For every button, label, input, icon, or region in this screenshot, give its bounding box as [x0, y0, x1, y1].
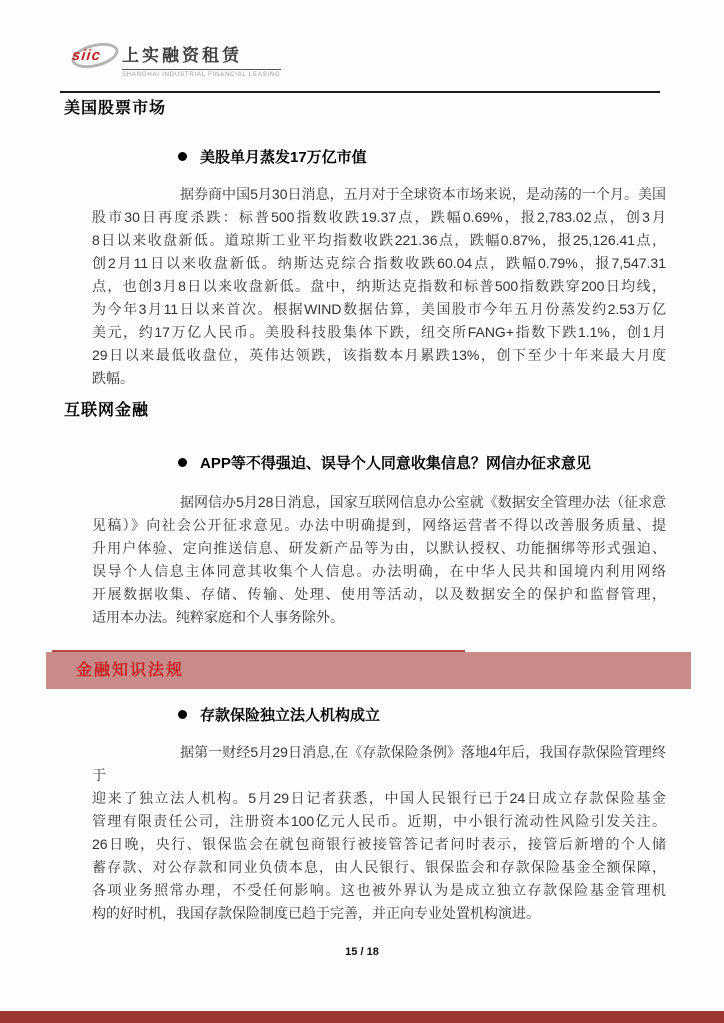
paragraph-line: 见稿）》向社会公开征求意见。办法中明确提到，网络运营者不得以改善服务质量、提: [92, 517, 666, 533]
paragraph-line: 美元，约17万亿人民币。美股科技股集体下跌，纽交所FANG+指数下跌1.1%，创1月: [92, 324, 666, 340]
news-paragraph-internet-finance: [92, 491, 666, 629]
paragraph-line: 各项业务照常办理，不受任何影响。这也被外界认为是成立独立存款保险基金管理机: [92, 882, 666, 898]
bullet-dot-icon: [178, 152, 187, 161]
bullet-dot-icon: [178, 458, 187, 467]
paragraph-line: 为今年3月11日以来首次。根据WIND数据估算，美国股市今年五月份蒸发约2.53万亿: [92, 301, 666, 317]
paragraph-line: 点，也创3月8日以来收盘新低。盘中，纳斯达克指数和标普500指数跌穿200日均线，: [92, 278, 666, 294]
paragraph-line: 迎来了独立法人机构。5月29日记者获悉，中国人民银行已于24日成立存款保险基金: [92, 790, 666, 806]
paragraph-line: 误导个人信息主体同意其收集个人信息。办法明确，在中华人民共和国境内利用网络: [92, 563, 666, 579]
paragraph-line: 8日以来收盘新低。道琼斯工业平均指数收跌221.36点，跌幅0.87%，报25,126.41点，: [92, 232, 666, 248]
paragraph-line: 据网信办5月28日消息，国家互联网信息办公室就《数据安全管理办法（征求意: [180, 494, 666, 510]
paragraph-line: 跌幅。: [92, 370, 134, 386]
banner-accent-line: [52, 650, 465, 652]
company-logo: [70, 37, 281, 78]
paragraph-line: 创2月11日以来收盘新低。纳斯达克综合指数收跌60.04点，跌幅0.79%，报7,547.31: [92, 255, 666, 271]
section-heading-internet-finance: 互联网金融: [64, 402, 150, 419]
company-name-en: SHANGHAI INDUSTRIAL FINANCIAL LEASING: [122, 72, 281, 78]
company-name-cn: 上实融资租赁: [122, 41, 281, 70]
header-rule: [60, 91, 660, 93]
paragraph-line: 26日晚，央行、银保监会在就包商银行被接管答记者问时表示，接管后新增的个人储: [92, 836, 666, 852]
section-heading-us-stock-market: 美国股票市场: [64, 100, 167, 117]
bullet-item-internet-finance: [178, 452, 591, 473]
siic-logo-text: siic: [71, 47, 102, 64]
paragraph-line: 股市30日再度杀跌：标普500指数收跌19.37点，跌幅0.69%，报2,783.02点，创3月: [92, 209, 666, 225]
bullet-item-us-stocks: [178, 146, 367, 167]
bullet-title: 美股单月蒸发17万亿市值: [200, 149, 367, 166]
news-paragraph-deposit-insurance: [92, 741, 666, 925]
footer-bar: [0, 1011, 724, 1023]
bullet-item-deposit-insurance: [178, 704, 380, 725]
paragraph-line: 升用户体验、定向推送信息、研发新产品等为由，以默认授权、功能捆绑等形式强迫、: [92, 540, 666, 556]
paragraph-line: 开展数据收集、存储、传输、处理、使用等活动，以及数据安全的保护和监督管理，: [92, 586, 666, 602]
banner-title: 金融知识法规: [76, 662, 185, 679]
paragraph-line: 管理有限责任公司，注册资本100亿元人民币。近期，中小银行流动性风险引发关注。: [92, 813, 666, 829]
company-name-block: [122, 37, 281, 78]
page-number: 15 / 18: [345, 946, 379, 958]
siic-logo-mark: [70, 37, 122, 75]
paragraph-line: 据第一财经5月29日消息,在《存款保险条例》落地4年后，我国存款保险管理终于: [92, 744, 666, 783]
paragraph-line: 蓄存款、对公存款和同业负债本息，由人民银行、银保监会和存款保险基金全额保障，: [92, 859, 666, 875]
paragraph-line: 构的好时机，我国存款保险制度已趋于完善，并正向专业处置机构演进。: [92, 905, 540, 921]
bullet-title: 存款保险独立法人机构成立: [200, 707, 381, 724]
paragraph-line: 29日以来最低收盘位，英伟达领跌，该指数本月累跌13%，创下至少十年来最大月度: [92, 347, 666, 363]
bullet-title: APP等不得强迫、误导个人同意收集信息？网信办征求意见: [200, 455, 591, 472]
news-paragraph-us-stocks: [92, 183, 666, 390]
bullet-dot-icon: [178, 710, 187, 719]
paragraph-line: 据券商中国5月30日消息，五月对于全球资本市场来说，是动荡的一个月。美国: [180, 186, 666, 202]
section-banner-finance-law: [46, 652, 691, 689]
paragraph-line: 适用本办法。纯粹家庭和个人事务除外。: [92, 609, 344, 625]
